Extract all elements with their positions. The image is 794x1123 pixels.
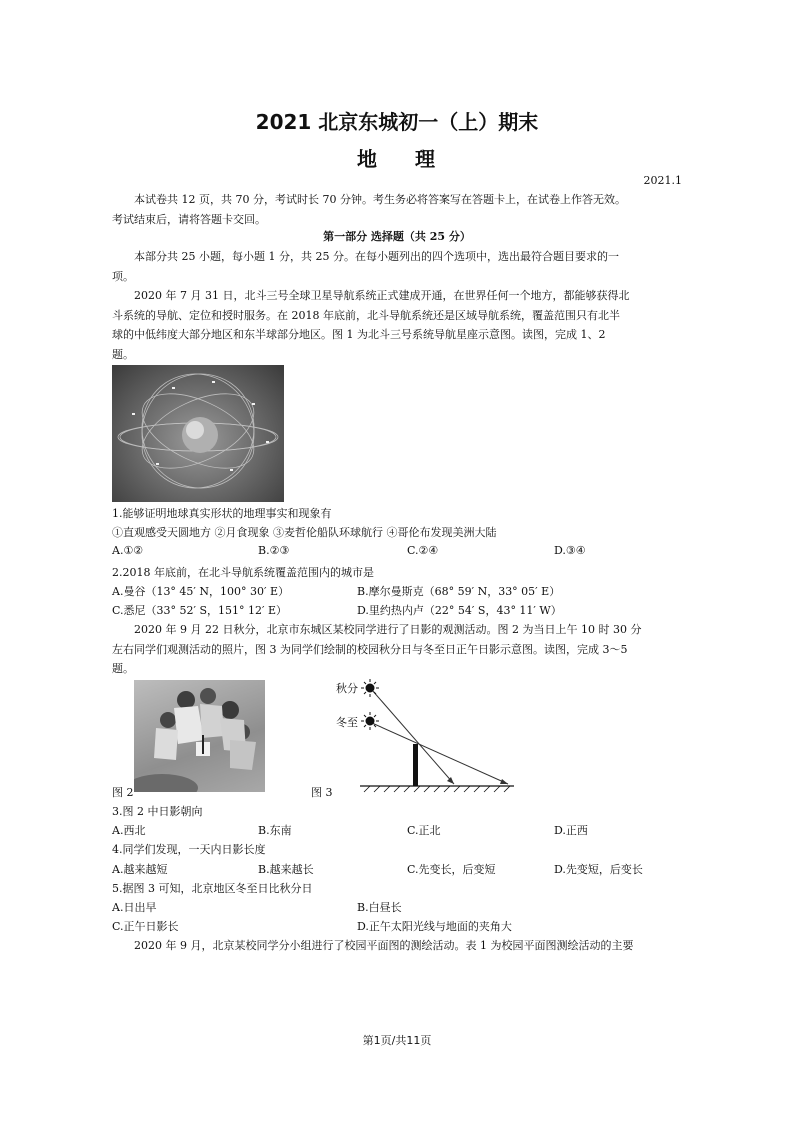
section-heading: 第一部分 选择题（共 25 分） <box>323 230 471 243</box>
q5-option-a: A.日出早 <box>112 901 157 914</box>
q2-option-c: C.悉尼（33° 52′ S，151° 12′ E） <box>112 604 288 617</box>
q2-option-a: A.曼谷（13° 45′ N，100° 30′ E） <box>112 585 290 598</box>
intro-line-1: 本试卷共 12 页，共 70 分，考试时长 70 分钟。考生务必将答案写在答题卡上，在试卷上作答无效。 <box>134 193 626 206</box>
q3-option-c: C.正北 <box>407 824 441 837</box>
q2-option-d: D.里约热内卢（22° 54′ S，43° 11′ W） <box>357 604 562 617</box>
passage1-line-4: 题。 <box>112 347 134 361</box>
instr-line-1: 本部分共 25 小题，每小题 1 分，共 25 分。在每小题列出的四个选项中，选出最符合题目要求的一 <box>134 250 619 263</box>
intro-line-2: 考试结束后，请将答题卡交回。 <box>112 212 266 226</box>
q5-option-b: B.白昼长 <box>357 901 402 914</box>
subject-right: 理 <box>415 147 437 171</box>
passage3-line-1: 2020 年 9 月，北京某校同学分小组进行了校园平面图的测绘活动。表 1 为校园平面图测绘活动的主要 <box>134 939 634 952</box>
page-footer: 第1页/共11页 <box>362 1034 432 1047</box>
passage1-line-2: 斗系统的导航、定位和授时服务。在 2018 年底前，北斗导航系统还是区域导航系统，覆盖范围只有北半 <box>112 308 620 322</box>
q3-option-a: A.西北 <box>112 824 146 837</box>
q5-stem: 5.据图 3 可知，北京地区冬至日比秋分日 <box>112 882 313 895</box>
passage1-line-1: 2020 年 7 月 31 日，北斗三号全球卫星导航系统正式建成开通，在世界任何一个地方，都能够获得北 <box>134 289 630 302</box>
section-instructions <box>112 247 684 286</box>
q5-option-d: D.正午太阳光线与地面的夹角大 <box>357 920 512 933</box>
q4-option-a: A.越来越短 <box>112 863 168 876</box>
q1-option-c: C.②④ <box>407 544 439 557</box>
q1-option-b: B.②③ <box>258 544 290 557</box>
q5-option-c: C.正午日影长 <box>112 920 179 933</box>
ground-hatching <box>364 786 510 792</box>
figure-3-shadow-diagram <box>330 674 520 796</box>
winter-ray <box>372 723 508 784</box>
exam-date: 2021.1 <box>643 174 682 187</box>
q4-option-c: C.先变长，后变短 <box>407 863 496 876</box>
subject-left: 地 <box>357 147 379 171</box>
q3-option-d: D.正西 <box>554 824 588 837</box>
subject-title <box>0 143 794 172</box>
q1-option-d: D.③④ <box>554 544 586 557</box>
figure-2-students-photo <box>134 680 265 792</box>
q1-items: ①直观感受天圆地方 ②月食现象 ③麦哲伦船队环球航行 ④哥伦布发现美洲大陆 <box>112 526 497 539</box>
instr-line-2: 项。 <box>112 269 134 283</box>
q4-option-d: D.先变短，后变长 <box>554 863 643 876</box>
q3-option-b: B.东南 <box>258 824 292 837</box>
figure-2-label: 图 2 <box>112 786 134 799</box>
passage2-line-3: 题。 <box>112 662 134 675</box>
passage-3 <box>112 936 684 956</box>
q4-option-b: B.越来越长 <box>258 863 314 876</box>
passage1-line-3: 球的中低纬度大部分地区和东半球部分地区。图 1 为北斗三号系统导航星座示意图。读图，完成 1、2 <box>112 328 606 341</box>
passage-1 <box>112 286 684 364</box>
q2-stem: 2.2018 年底前，在北斗导航系统覆盖范围内的城市是 <box>112 566 374 579</box>
passage-2 <box>112 620 684 679</box>
passage2-line-1: 2020 年 9 月 22 日秋分，北京市东城区某校同学进行了日影的观测活动。图 2 为当日上午 10 时 30 分 <box>134 623 642 636</box>
q3-stem: 3.图 2 中日影朝向 <box>112 805 203 818</box>
sun-icon-winter <box>361 712 379 730</box>
autumn-label: 秋分 <box>336 682 358 695</box>
passage2-line-2: 左右同学们观测活动的照片，图 3 为同学们绘制的校园秋分日与冬至日正午日影示意图。读图，完成 3～5 <box>112 642 628 656</box>
pole <box>413 744 418 786</box>
exam-title: 2021 北京东城初一（上）期末 <box>255 110 539 134</box>
q1-stem: 1.能够证明地球真实形状的地理事实和现象有 <box>112 507 332 520</box>
intro-text <box>112 190 684 229</box>
figure-1-satellite-image <box>112 365 284 502</box>
q4-stem: 4.同学们发现，一天内日影长度 <box>112 843 266 856</box>
q1-option-a: A.①② <box>112 544 144 557</box>
q2-option-b: B.摩尔曼斯克（68° 59′ N，33° 05′ E） <box>357 585 561 598</box>
figure-3-label: 图 3 <box>311 786 333 799</box>
winter-label: 冬至 <box>336 716 358 729</box>
